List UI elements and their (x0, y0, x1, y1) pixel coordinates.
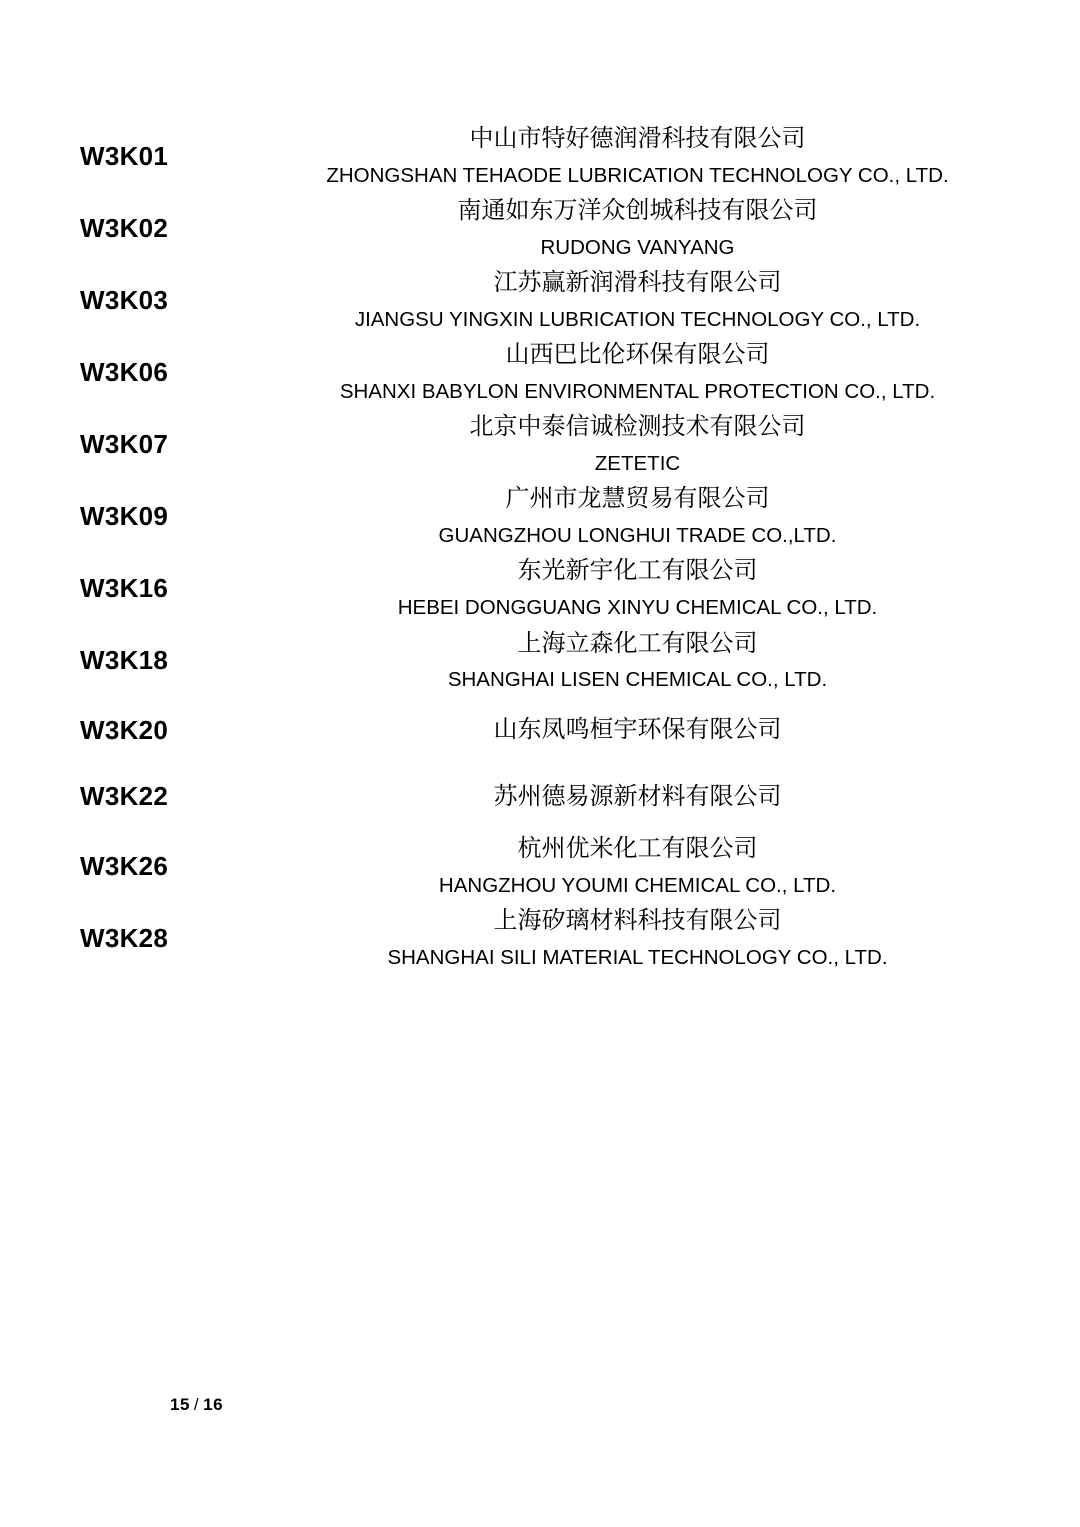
booth-number: W3K26 (80, 850, 169, 881)
current-page-number: 15 (170, 1395, 190, 1414)
exhibitor-name-cn: 上海矽璃材料科技有限公司 (493, 907, 782, 935)
exhibitor-name (255, 336, 1020, 408)
exhibitor-name (255, 264, 1020, 336)
booth-number: W3K03 (80, 284, 169, 315)
exhibitor-name-en: ZHONGSHAN TEHAODE LUBRICATION TECHNOLOGY CO., LTD. (326, 163, 949, 187)
exhibitor-name (255, 120, 1020, 192)
booth-number: W3K16 (80, 573, 169, 603)
booth-number: W3K22 (80, 781, 169, 812)
exhibitor-name (255, 192, 1020, 264)
booth-number: W3K02 (80, 212, 169, 243)
table-row (80, 480, 1020, 552)
booth-number: W3K28 (80, 922, 169, 953)
exhibitor-name-en: SHANXI BABYLON ENVIRONMENTAL PROTECTION CO., LTD. (339, 380, 936, 404)
exhibitor-name-en: HEBEI DONGGUANG XINYU CHEMICAL CO., LTD. (397, 596, 878, 620)
exhibitor-name-en: JIANGSU YINGXIN LUBRICATION TECHNOLOGY CO., LTD. (354, 308, 921, 332)
exhibitor-name (255, 764, 1020, 831)
exhibitor-name-en: SHANGHAI SILI MATERIAL TECHNOLOGY CO., LTD. (387, 946, 888, 970)
exhibitor-name (255, 830, 1020, 902)
exhibitor-name-en: HANGZHOU YOUMI CHEMICAL CO., LTD. (438, 874, 837, 898)
table-row (80, 552, 1020, 624)
exhibitor-name-en: ZETETIC (594, 452, 681, 476)
exhibitor-table-body (80, 120, 1020, 975)
exhibitor-name (255, 625, 1020, 697)
exhibitor-table (80, 120, 1020, 975)
exhibitor-name (255, 408, 1020, 480)
exhibitor-name-cn: 苏州德易源新材料有限公司 (493, 782, 782, 810)
exhibitor-name-cn: 上海立森化工有限公司 (517, 629, 758, 657)
exhibitor-name-en: RUDONG VANYANG (540, 235, 735, 259)
exhibitor-name-cn: 杭州优米化工有限公司 (517, 835, 758, 863)
booth-number: W3K18 (80, 645, 169, 676)
exhibitor-name-cn: 东光新宇化工有限公司 (517, 557, 758, 585)
exhibitor-name-en: SHANGHAI LISEN CHEMICAL CO., LTD. (447, 668, 828, 692)
exhibitor-name-cn: 江苏赢新润滑科技有限公司 (493, 269, 782, 297)
table-row (80, 408, 1020, 480)
table-row (80, 625, 1020, 697)
table-row (80, 336, 1020, 408)
table-row (80, 830, 1020, 902)
exhibitor-name-cn: 广州市龙慧贸易有限公司 (505, 485, 770, 513)
booth-number: W3K06 (80, 356, 169, 387)
booth-number: W3K09 (80, 500, 169, 531)
booth-number: W3K20 (80, 714, 169, 745)
booth-number: W3K07 (80, 428, 169, 459)
exhibitor-name-cn: 北京中泰信诚检测技术有限公司 (469, 413, 806, 441)
exhibitor-name-cn: 山东凤鸣桓宇环保有限公司 (493, 715, 782, 743)
exhibitor-name (255, 552, 1020, 624)
table-row (80, 697, 1020, 764)
exhibitor-name-cn: 中山市特好德润滑科技有限公司 (469, 125, 806, 152)
booth-number: W3K01 (80, 140, 169, 171)
page-footer (170, 1395, 223, 1415)
total-page-number: 16 (203, 1395, 224, 1414)
table-row (80, 902, 1020, 974)
exhibitor-name-en: GUANGZHOU LONGHUI TRADE CO.,LTD. (438, 524, 837, 548)
table-row (80, 192, 1020, 264)
page-separator: / (193, 1395, 200, 1414)
table-row (80, 120, 1020, 192)
table-row (80, 264, 1020, 336)
exhibitor-name-cn: 南通如东万洋众创城科技有限公司 (457, 197, 818, 225)
exhibitor-name (255, 902, 1020, 974)
table-row (80, 764, 1020, 831)
exhibitor-name (255, 480, 1020, 552)
exhibitor-name (255, 697, 1020, 764)
exhibitor-name-cn: 山西巴比伦环保有限公司 (505, 341, 770, 369)
